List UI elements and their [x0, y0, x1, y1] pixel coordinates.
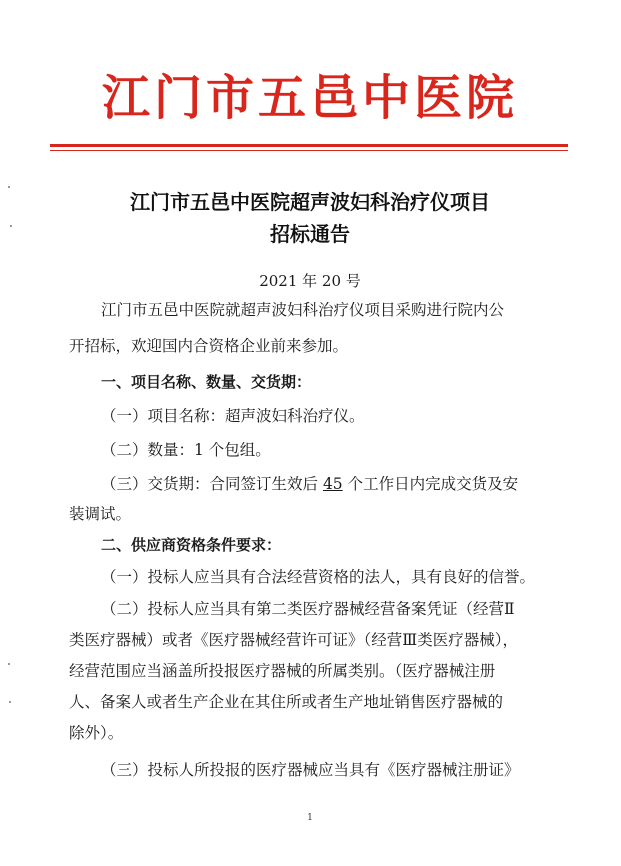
section2-item1: （一）投标人应当具有合法经营资格的法人，具有良好的信誉。 — [101, 568, 536, 586]
section1-item2: （二）数量：1 个包组。 — [101, 441, 271, 459]
delivery-days-value: 45 — [322, 475, 343, 493]
section1-item3-suffix: 个工作日内完成交货及安 — [342, 475, 519, 493]
scan-speck — [9, 701, 11, 703]
section2-item3: （三）投标人所投报的医疗器械应当具有《医疗器械注册证》 — [101, 761, 520, 779]
section2-item2-line4: 人、备案人或者生产企业在其住所或者生产地址销售医疗器械的 — [69, 693, 504, 711]
document-title-line1: 江门市五邑中医院超声波妇科治疗仪项目 — [130, 190, 490, 214]
section2-item2-line3: 经营范围应当涵盖所投报医疗器械的所属类别。（医疗器械注册 — [69, 662, 496, 680]
page-number: 1 — [307, 813, 313, 823]
section2-item2-line1: （二）投标人应当具有第二类医疗器械经营备案凭证（经营Ⅱ — [101, 600, 515, 618]
document-title-line2: 招标通告 — [270, 222, 350, 246]
scan-speck — [8, 186, 10, 188]
section1-item3-prefix: （三）交货期：合同签订生效后 — [101, 475, 323, 493]
section2-heading: 二、供应商资格条件要求： — [101, 536, 282, 554]
scan-speck — [10, 225, 12, 227]
section1-item1: （一）项目名称：超声波妇科治疗仪。 — [101, 407, 365, 425]
intro-line-2: 开招标，欢迎国内合资格企业前来参加。 — [69, 337, 349, 355]
section2-item2-line5: 除外）。 — [69, 724, 124, 742]
section1-heading: 一、项目名称、数量、交货期： — [101, 373, 312, 391]
letterhead-org-name: 江门市五邑中医院 — [101, 70, 518, 126]
section1-item3 — [101, 474, 518, 494]
intro-line-1: 江门市五邑中医院就超声波妇科治疗仪项目采购进行院内公 — [101, 301, 505, 319]
letterhead-rule-thick — [50, 144, 568, 147]
document-number: 2021 年 20 号 — [259, 272, 361, 290]
section1-item3-line2: 装调试。 — [69, 505, 132, 523]
scan-speck — [8, 663, 10, 665]
letterhead-rule-thin — [50, 150, 568, 151]
section2-item2-line2: 类医疗器械）或者《医疗器械经营许可证》（经营Ⅲ类医疗器械）， — [69, 631, 518, 649]
